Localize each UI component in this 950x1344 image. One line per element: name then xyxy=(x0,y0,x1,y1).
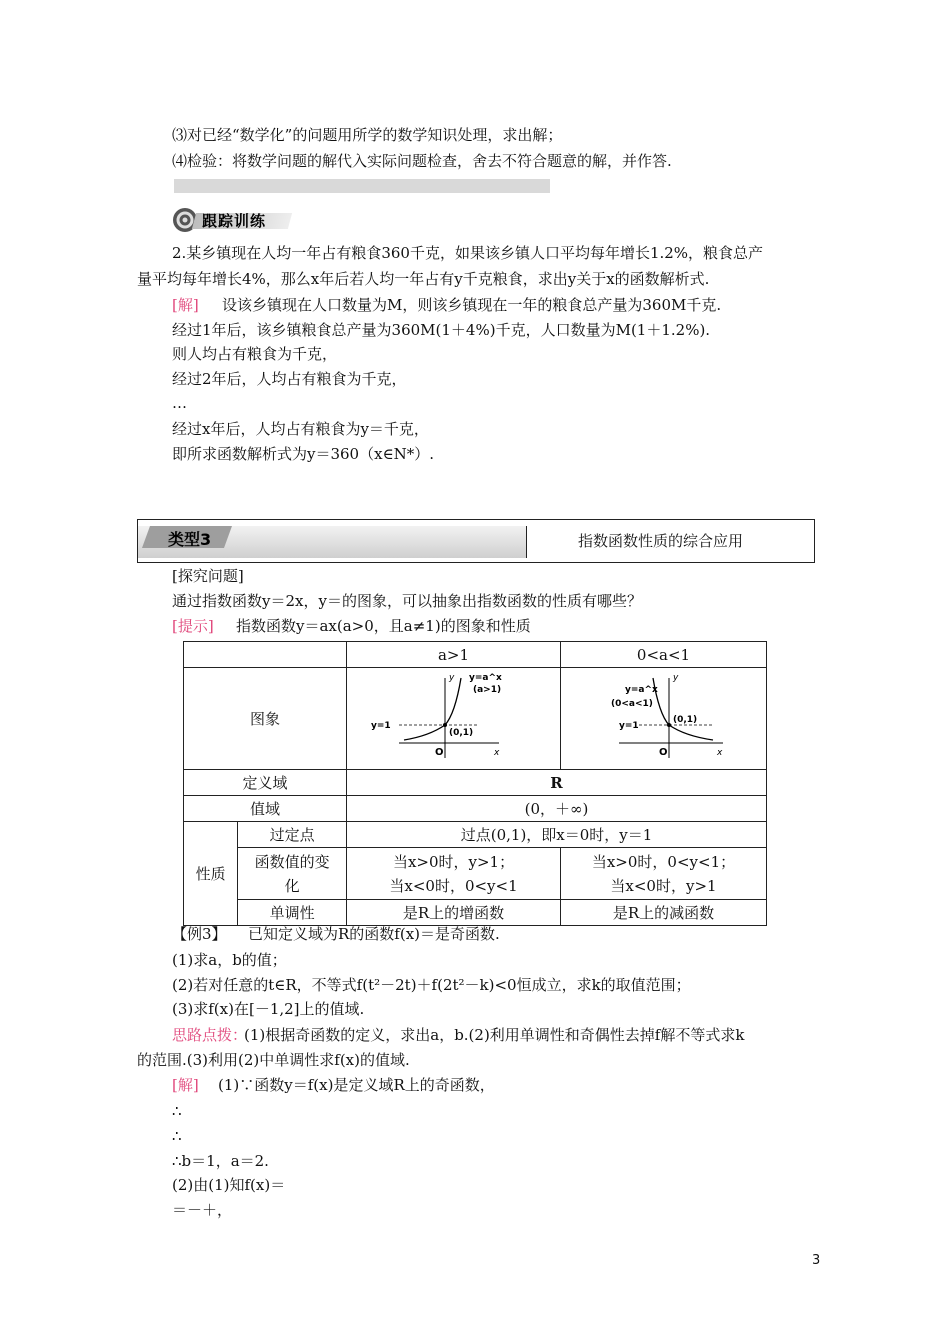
change-a-lt-1: 当x>0时，0<y<1； 当x<0时，y>1 xyxy=(560,848,766,900)
svg-text:(0,1): (0,1) xyxy=(448,728,473,738)
example3-hint-tag: 思路点拨： xyxy=(172,1026,248,1044)
range-value: (0，＋∞) xyxy=(347,796,767,822)
explore-heading: [探究问题] xyxy=(172,567,244,585)
svg-text:(a>1): (a>1) xyxy=(472,685,501,695)
example3-sol-line3: ∴ xyxy=(172,1127,182,1145)
svg-text:O: O xyxy=(434,747,444,758)
row-props-label: 性质 xyxy=(184,822,238,926)
svg-text:y=1: y=1 xyxy=(370,721,391,731)
example3-sol-line4: ∴b＝1，a＝2. xyxy=(172,1152,269,1170)
row-range-label: 值域 xyxy=(184,796,347,822)
solution-line-4: 经过2年后，人均占有粮食为千克， xyxy=(172,370,407,388)
graph-increasing xyxy=(349,668,559,762)
tracking-heading xyxy=(172,207,290,233)
step4-text: ⑷检验：将数学问题的解代入实际问题检查，舍去不符合题意的解，并作答. xyxy=(172,152,672,170)
tracking-heading-label: 跟踪训练 xyxy=(202,212,267,230)
svg-text:x: x xyxy=(493,748,499,758)
hint-text: 指数函数y＝ax(a>0，且a≠1)的图象和性质 xyxy=(236,617,531,635)
example3-q1: (1)求a，b的值； xyxy=(172,951,287,969)
solution-line-1: 设该乡镇现在人口数量为M，则该乡镇现在一年的粮食总产量为360M千克. xyxy=(222,296,722,314)
fixed-point-value: 过点(0,1)，即x＝0时，y＝1 xyxy=(347,822,767,848)
example3-sol-line2: ∴ xyxy=(172,1102,182,1120)
svg-text:y: y xyxy=(673,673,679,683)
solution-line-2: 经过1年后，该乡镇粮食总产量为360M(1＋4%)千克，人口数量为M(1＋1.2%). xyxy=(172,321,711,339)
sub-monotonic: 单调性 xyxy=(238,900,347,926)
solution-line-7: 即所求函数解析式为y＝360（x∈N*）. xyxy=(172,445,435,463)
domain-value: R xyxy=(347,770,767,796)
svg-text:y=a^x: y=a^x xyxy=(468,673,502,683)
example3-q3: (3)求f(x)在[－1,2]上的值域. xyxy=(172,1000,365,1018)
example3-hint-line2: 的范围.(3)利用(2)中单调性求f(x)的值域. xyxy=(137,1051,410,1069)
svg-text:y: y xyxy=(448,673,454,683)
properties-table xyxy=(183,641,767,926)
graph-a-lt-1 xyxy=(560,668,766,770)
type3-title: 指数函数性质的综合应用 xyxy=(578,532,744,550)
hint-tag: [提示] xyxy=(172,617,214,635)
example3-statement: 已知定义域为R的函数f(x)＝是奇函数. xyxy=(248,925,500,943)
type3-tag: 类型3 xyxy=(168,530,212,549)
solution-line-6: 经过x年后，人均占有粮食为y＝千克， xyxy=(172,420,429,438)
col-header-a-lt-1: 0<a<1 xyxy=(560,642,766,668)
solution-line-3: 则人均占有粮食为千克， xyxy=(172,345,338,363)
svg-text:O: O xyxy=(659,747,668,758)
problem-line-2: 量平均每年增长4%，那么x年后若人均一年占有y千克粮食，求出y关于x的函数解析式. xyxy=(137,270,710,288)
change-a-gt-1: 当x>0时，y>1； 当x<0时，0<y<1 xyxy=(347,848,561,900)
example3-solution-tag: [解] xyxy=(172,1076,199,1094)
mono-a-gt-1: 是R上的增函数 xyxy=(347,900,561,926)
sub-change: 函数值的变 化 xyxy=(238,848,347,900)
type3-banner xyxy=(137,519,815,563)
svg-text:y=a^x: y=a^x xyxy=(625,685,659,695)
example3-sol-line1: (1)∵函数y＝f(x)是定义域R上的奇函数， xyxy=(218,1076,495,1094)
example3-hint-line1: (1)根据奇函数的定义，求出a，b.(2)利用单调性和奇偶性去掉f解不等式求k xyxy=(244,1026,745,1044)
svg-text:(0<a<1): (0<a<1) xyxy=(611,699,654,709)
mono-a-lt-1: 是R上的减函数 xyxy=(560,900,766,926)
problem-line-1: 2.某乡镇现在人均一年占有粮食360千克，如果该乡镇人口平均每年增长1.2%，粮食总产 xyxy=(172,244,764,262)
col-header-a-gt-1: a>1 xyxy=(347,642,561,668)
example3-sol-line6: ＝－＋， xyxy=(172,1201,233,1219)
sub-fixed-point: 过定点 xyxy=(238,822,347,848)
graph-a-gt-1 xyxy=(347,668,561,770)
separator-bar xyxy=(174,179,550,193)
explore-question: 通过指数函数y＝2x，y＝的图象，可以抽象出指数函数的性质有哪些？ xyxy=(172,592,642,610)
step3-text: ⑶对已经“数学化”的问题用所学的数学知识处理，求出解； xyxy=(172,126,563,144)
row-graph-label: 图象 xyxy=(184,668,347,770)
example3-sol-line5: (2)由(1)知f(x)＝ xyxy=(172,1176,286,1194)
row-domain-label: 定义域 xyxy=(184,770,347,796)
example3-q2: (2)若对任意的t∈R，不等式f(t²－2t)＋f(2t²－k)<0恒成立，求k的取值范围； xyxy=(172,976,691,994)
graph-decreasing xyxy=(561,668,765,762)
solution-line-5: … xyxy=(172,394,187,412)
svg-text:x: x xyxy=(717,748,723,758)
svg-text:y=1: y=1 xyxy=(619,721,640,731)
svg-text:(0,1): (0,1) xyxy=(673,715,698,725)
page-number: 3 xyxy=(812,1253,821,1268)
solution-tag: [解] xyxy=(172,296,199,314)
example3-tag: 【例3】 xyxy=(172,925,227,943)
